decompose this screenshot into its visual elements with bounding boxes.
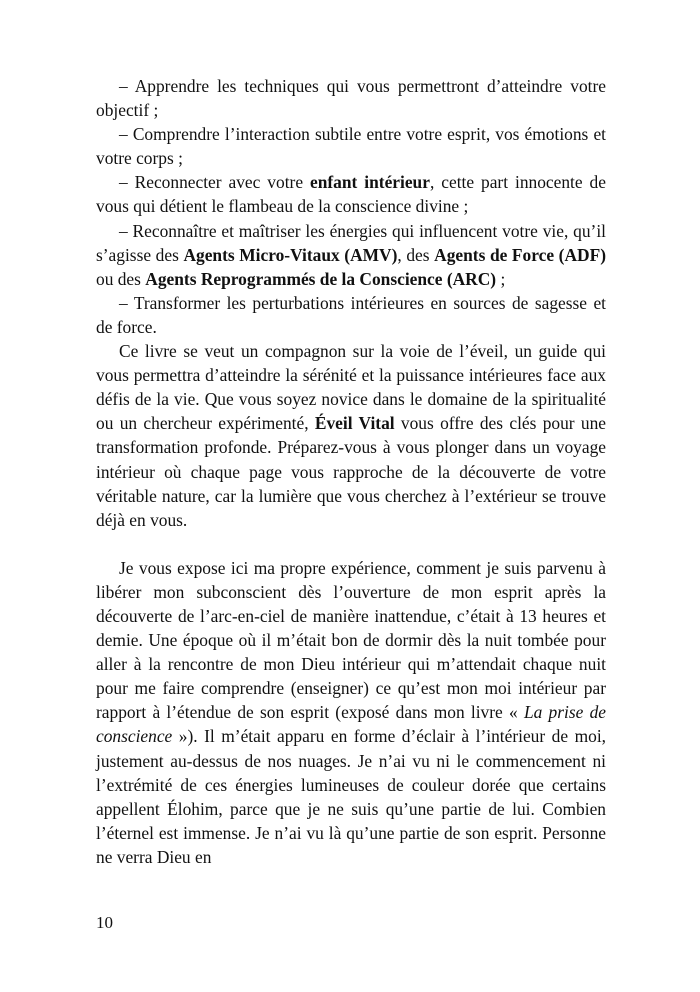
paragraph bbox=[96, 170, 606, 218]
body-text bbox=[96, 74, 606, 869]
bold-text: enfant intérieur bbox=[309, 172, 430, 193]
text-run: – Transformer les perturbations intérieures en sources de sagesse et de force. bbox=[96, 292, 606, 337]
text-run: »). Il m’était apparu en forme d’éclair à l’intérieur de moi, justement au-dessus de nos nuages. Je n’ai vu ni le commencement ni l’extrémité de ces énergies lumineuses de couleur dorée que certains appellent Élohim, parce que je ne suis qu’une partie de lui. Combien l’éternel est immense. Je n’ai vu là qu’une partie de son esprit. Personne ne verra Dieu en bbox=[96, 726, 606, 867]
paragraph bbox=[96, 122, 606, 170]
text-run: – Reconnecter avec votre bbox=[119, 172, 310, 193]
paragraph bbox=[96, 74, 606, 122]
bold-text: Éveil Vital bbox=[314, 413, 395, 434]
text-run: – Comprendre l’interaction subtile entre votre esprit, vos émotions et votre corps ; bbox=[96, 124, 606, 169]
text-run: , des bbox=[397, 244, 435, 265]
bold-text: Agents Micro-Vitaux (AMV) bbox=[183, 244, 398, 265]
text-run: ou des bbox=[96, 268, 146, 289]
text-run: , cette part innocente de vous qui détient le flambeau de la conscience divine ; bbox=[96, 172, 606, 217]
text-run: ; bbox=[496, 268, 506, 289]
text-run: – Apprendre les techniques qui vous permettront d’atteindre votre objectif ; bbox=[96, 76, 606, 121]
paragraph bbox=[96, 219, 606, 291]
text-run: Je vous expose ici ma propre expérience, comment je suis parvenu à libérer mon subconscient dès l’ouverture de mon esprit après la découverte de l’arc-en-ciel de manière inattendue, c’était à 13 heures et demie. Une époque où il m’était bon de dormir dès la nuit tombée pour aller à la rencontre de mon Dieu intérieur qui m’attendait chaque nuit pour me faire comprendre (enseigner) ce qu’est mon moi intérieur par rapport à l’étendue de son esprit (exposé dans mon livre « bbox=[96, 557, 606, 723]
bold-text: Agents de Force (ADF) bbox=[434, 244, 607, 265]
paragraph bbox=[96, 556, 606, 869]
page-number: 10 bbox=[96, 913, 113, 932]
text-run: Ce livre se veut un compagnon sur la voie de l’éveil, un guide qui vous permettra d’atteindre la sérénité et la puissance intérieures face aux défis de la vie. Que vous soyez novice dans le domaine de la spiritualité ou un chercheur expérimenté, bbox=[96, 341, 606, 434]
paragraph bbox=[96, 291, 606, 339]
bold-text: Agents Reprogrammés de la Conscience (ARC) bbox=[145, 268, 497, 289]
text-run: – Reconnaître et maîtriser les énergies qui influencent votre vie, qu’il s’agisse des bbox=[96, 220, 606, 265]
text-run: vous offre des clés pour une transformation profonde. Préparez-vous à vous plonger dans un voyage intérieur où chaque page vous rapproche de la découverte de votre véritable nature, car la lumière que vous cherchez à l’extérieur se trouve déjà en vous. bbox=[96, 413, 606, 530]
italic-text: La prise de conscience bbox=[96, 702, 606, 747]
paragraph bbox=[96, 339, 606, 532]
